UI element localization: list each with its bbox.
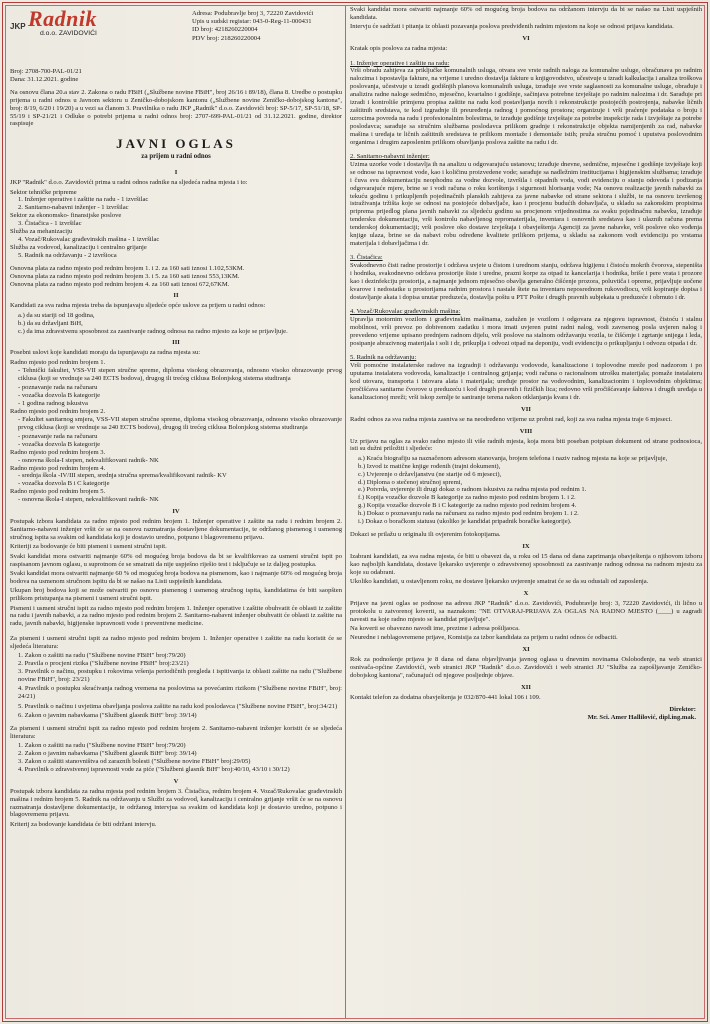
paragraph: Kontakt telefon za dodatna obavještenja je 032/870-441 lokal 106 i 109. (350, 693, 541, 701)
right-column (350, 6, 702, 1018)
section-9-heading: IX (522, 542, 530, 550)
job-3-description: Svakodnevno čisti radne prostorije i održava uvjete u čistom i urednom stanju, održava higijenu i čistoću mokrih čvorova, stepeništa i hodnika, svakodnevno održava prostorije šiste i uredne, prazni korpe za otpad iz kancelarija i hodnika, briše i pere vrata i prozore kao i dezinfekciju prostorija, a najmanje jednom mjesečno obavlja generalno čišćenje prozora, poluvtiča i opreme, prijavljuje uočene kvarove i nedostatke u prostorijama radnim prostora i nastale štete na inventaru neposrednom rukovodiocu, vrši kopiranje dopisa i dostavljanje akata i dopisa unutar preduzeća, dostavlja poštu u PTT Pošte i drugih pravnih subjekata u preduzeće i obrnuto i dr. (350, 262, 702, 301)
document-meta (10, 68, 342, 84)
radnik-logo: Radnik (28, 6, 98, 31)
literature-1-intro: Za pismeni i usmeni stručni ispit za radno mjesto pod rednim brojem 1. Inženjer operative i zaštite na radu koristit će se sljedeća literatura: (10, 634, 342, 650)
paragraph: Neuredne i neblagovremene prijave, Komisija za izbor kandidata za prijem u radni odnos će odbaciti. (350, 634, 618, 642)
list-item: Radno mjesto pod rednim brojem 1. (10, 358, 106, 366)
section-2-intro: Kandidati za sva radna mjesta treba da ispunjavaju sljedeće opće uslove za prijem u radni odnos: (10, 302, 266, 310)
paragraph: Rok za podnošenje prijava je 8 dana od dana objavljivanja javnog oglasa u dnevnim novinama Oslobođenje, na web stranici osnivača-općine Zavidovići, web stranici JKP "Radnik" d.o.o. Zavidovići i web stranici JU "Služba za zapošljavanje Zeničko-dobojskog kantona", računajući od njegove posljednje objave. (350, 656, 702, 680)
list-item: Radno mjesto pod rednim brojem 2. (10, 407, 106, 415)
section-3-intro: Posebni uslovi koje kandidati moraju da ispunjavaju za radna mjesta su: (10, 349, 201, 357)
section-11-heading: XI (522, 646, 530, 654)
paragraph: Postupak izbora kandidata za radno mjesto pod rednim brojem 1. Inženjer operative i zaštite na radu i rednim brojem 2. Sanitarno-nabavni inženjer vršit će se na osnovu razmatranja dostavljene dokumentacije, te održanog pismenog i usmenog stručnog ispita sa svakim od kandidata koji je dostavio uredno, potpuno i blagovremenu prijavu. (10, 518, 342, 541)
section-5-heading: V (173, 777, 179, 785)
list-item: Osnovna plata za radno mjesto pod rednim brojem 1. i 2. za 160 sati iznosi 1.102,53KM. (10, 264, 245, 272)
list-item: - osnovna škola-I stepen, nekvalifikovani radnik- NK (18, 496, 159, 504)
paragraph: Kriteriji za bodovanje će biti pismeni i usmeni stručni ispit. (10, 543, 167, 551)
list-item: a.) Kraću biografiju sa naznačenom adresom stanovanja, brojem telefona i naziv radnog mjesta na koje se prijavljuje, (358, 454, 668, 462)
section-8-intro: Uz prijavu na oglas za svako radno mjesto ili više radnih mjesta, koja mora biti poseban potpisan dokument od strane podnosioca, isti su dužni priložiti i sljedeće: (350, 437, 702, 453)
list-item: b.) Izvod iz matične knjige rođenih (trajni dokument), (358, 462, 501, 470)
letterhead (10, 6, 342, 66)
paragraph: Ukoliko kandidati, u ostavljenom roku, ne dostave ljekarsko uvjerenje smatrat će se da su odustali od zaposlenja. (350, 578, 649, 585)
list-item: i.) Dokaz o boračkom statusu (ukoliko je kandidat pripadnik boračke kategorije). (358, 518, 572, 526)
signature-title: Direktor: (669, 705, 696, 713)
list-item: Radno mjesto pod rednim brojem 5. (10, 488, 106, 496)
salary-list (10, 265, 342, 289)
job-1-description: Vrši obradu zahtjeva za priključke komunalnih usluga, otvara sve vrste radnih naloga za komunalne usluge, obračunava po radnim nalozima i ispostavlja fakture, na vrijeme i uredno dostavlja fakture u knjigovodstvo, učestvuje u izradi kalkulacija i analiza troškova poslovanja, učestvuje u izradi godišnjih planova komunalnih usluga, izrađuje sve vrste saglasnosti za komunalne usluge, obrađuje i analizira radne naloge sedmično, mjesečno, kvartalno i godišnje, sačinjava potrebne izvještaje po radnim nalozima i dr. Sarađuje pri izradi i kontroliše primjenu propisa zaštite na radu kod postavljanja novih i rekonstrukcije postojećih postrojenja, nabavke ličnih zaštitnih sredstava, te kod izgradnje ili preuređenja radnog i pomoćnog prostora; organizuje i vrši praćenje podataka o broju i uzrocima povreda na radu i profesionalnim bolestima, te izrađuje godišnje izvještaje za potrebe inspekcije rada i izvještaje za potrebe poslodavca; sarađuje sa stručnim službama poslodavca prilikom gradnje i rekonstrukcije objekta namijenjenih za rad, nabavke mašina i uređaja te ličnih zaštitnih sredstava te prilikom montaže i demontaže istih; pruža stručnu pomoć i uputstva poslovodnim organima i drugim zaposlenim prilikom obavljanja poslova zaštite na radu i dr. (350, 67, 702, 146)
list-item: c.) Uvjerenje o državljanstvu (ne starije od 6 mjeseci), (358, 470, 502, 478)
registry-info (192, 10, 342, 43)
list-item: - vozačka dozvola B i C kategorije (18, 480, 110, 488)
paragraph: Svaki kandidat mora ostvariti najmanje 60% od mogućeg broja bodova da bi se kvalifikovao za usmeni stručni ispit po raspisanom javnom oglasu, u suprotnom će se smatrati da nije uspješno riješio test i isključuje se iz daljeg postupka. (10, 552, 342, 568)
list-item: Sektor za ekonomsko- finansijske poslove (10, 212, 122, 220)
paragraph: Svaki kandidat mora ostvariti najmanje 60 % od mogućeg broja bodova na pismenom, kao i najmanje 60% od mogućeg broja bodova na usmenom stručnom ispitu da bi se našao na Listi uspješnih kandidata. (10, 569, 342, 585)
paragraph: Ukupan broj bodova koji se može ostvariti po osnovu pismenog i usmenog stručnog ispita, kandidatima će biti saopšten prilikom pristupanja na pismeni i usmeni stručni ispit. (10, 587, 342, 603)
paragraph: Izabrani kandidati, za sva radna mjesta, će biti u obavezi da, u roku od 15 dana od dana zaprimanja obavještenja o njihovom izboru kao najboljih kandidata, dostave ljekarsko uvjerenje o zdravstvenoj sposobnosti za zasnivanje radnog odnosa na radnom mjestu za koje su odabrani. (350, 552, 702, 576)
list-item: Služba za vodovod, kanalizaciju i centralno grijanje (10, 243, 147, 251)
list-item: Radno mjesto pod rednim brojem 3. (10, 448, 106, 456)
left-column (10, 6, 342, 1018)
list-item: Radno mjesto pod rednim brojem 4. (10, 464, 106, 472)
list-item: - poznavanje rada na računaru (18, 432, 98, 440)
list-item: 1. Zakon o zaštiti na radu ("Službene novine FBiH" broj:79/20) (18, 742, 186, 750)
list-item: 3. Zakon o zaštiti stanovništva od zaraznih bolesti ("Službene novine FBiH" broj:29/05) (18, 757, 251, 765)
job-2-description: Uzima uzorke vode i dostavlja ih na analizu u odgovarajuću ustanovu; izrađuje dnevne, sedmične, mjesečne i godišnje izvještaje koji se odnose na ispravnost vode, kao i količinu proizvedene vode; sarađuje sa nadležnim institucijama i higijenskim službama; izrađuje i čuva svu dokumentaciju neophodnu za vodne dozvole, izvršila i otpadnih voda, vodi evidenciju o stanju odovoda i podizanja odgovarajuće mjere, brine se i vodi računa o roku korištenja i sigurnosti hlorisanja vode; Na osnovu realizacije javnih nabavki za tekuću godinu i prikupljenih pojedinačnih planskih zahtjeva za javne nabavke od strane sektora i službi, te na osnovu izvršenog istraživanja tržišta koje se odnosi na postojeće dobavljače, kao i procjenu budućih dobavljača, u skladu sa zakonskim propisima priprema prijedlog plana javnih nabavki za sljedeću godinu sa procjenom vrijednostima za svaku pojedinačnu nabavku, izrađuje tendersku dokumentaciju, vrši kontrolu nabavljenog repromaterijala, inventara i osnovnih sredstava kao i ulaznih računa prema tenderskoj dokumentaciji; vrši poslove oko dostave izvještaja i obavještenja Agenciji za javne nabavke, vrši poslove oko vođenja knjige ulaza, brine se da nabavi robu određene kvalitete prilikom prijema, u skladu sa zakonom vodi evidenciju po vrstama materijala i dobavljačima i dr. (350, 160, 702, 247)
list-item: 2. Sanitarno-nabavni inženjer - 1 izvršilac (18, 204, 129, 212)
list-item: 5. Pravilnik o načinu i uvjetima obavljanja poslova zaštite na radu kod poslodavca ("Službene novine FBiH", broj:34/21) (18, 702, 338, 710)
vat-number-line: PDV broj: 218260220004 (192, 34, 261, 42)
paragraph: Prijave na javni oglas se podnose na adresu JKP "Radnik" d.o.o. Zavidovići, Podubravlje broj: 3, 72220 Zavidovići, ili lično u protokolu u zatvorenoj koverti, sa naznakom: "NE OTVARAJ-PRIJAVA ZA OGLAS NA RADNO MJESTO (____) u zagradi navesti na koje radno mjesto se kandidat prijavljuje". (350, 599, 702, 623)
list-item: - Fakultet sanitarnog smjera, VSS-VII stepen stručne spreme, diploma visokog obrazovanja, odnosno visoko obrazovanje prvog ciklusa (koji se vrednuje sa 240 ECTS bodova), drugog ili trećeg ciklusa Bolonjskog sistema studiranja (18, 415, 342, 431)
list-item: 2. Pravila o procjeni rizika ("Službene novine FBiH" broj:23/21) (18, 660, 189, 667)
section-6-intro: Kratak opis poslova za radna mjesta: (350, 45, 448, 53)
paragraph: Radni odnos za sva radna mjesta zasniva se na neodređeno vrijeme uz probni rad, koji za sva radna mjesta traje 6 mjeseci. (350, 415, 673, 423)
address-line: Adresa: Podubravlje broj 3, 72220 Zavidovići (192, 10, 314, 17)
section-3-heading: III (172, 339, 180, 347)
document-date: Dana: 31.12.2021. godine (10, 75, 79, 83)
paragraph: Pismeni i usmeni stručni ispit za radno mjesto pod rednim brojem 1. Inženjer operative i zaštite obuhvatit će oblasti iz zaštite na radu i javnih nabavki, a za radno mjesto pod rednim brojem 2. Sanitarno-nabavni inženjer obuhvatit će oblasti iz zaštite na radu, javnih nabavki, higijenske ispravnosti vode i preventivne medicine. (10, 604, 342, 628)
section-2-heading: II (173, 292, 179, 300)
section-6-heading: VI (522, 35, 530, 43)
section-7-heading: VII (521, 405, 531, 413)
list-item: Osnovna plata za radno mjesto pod rednim brojem 3. i 5. za 160 sati iznosi 553,13KM. (10, 272, 240, 280)
job-1-title: 1. Inženjer operative i zaštite na radu: (350, 59, 450, 67)
list-item: 5. Radnik na održavanju - 2 izvršioca (18, 251, 117, 259)
section-8-heading: VIII (519, 427, 533, 435)
section-1-intro: JKP "Radnik" d.o.o. Zavidovići prima u radni odnos radnike na sljedeća radna mjesta i to: (10, 179, 248, 187)
list-item: 4. Vozač/Rukovalac građevinskih mašina - 1 izvršilac (18, 236, 160, 243)
list-item: 2. Zakon o javnim nabavkama ("Službeni glasnik BiH" broj: 39/14) (18, 750, 197, 758)
list-item: 6. Zakon o javnim nabavkama ("Službeni glasnik BiH" broj: 39/14) (18, 711, 197, 719)
list-item: d.) Diploma o stečenoj stručnoj spremi, (358, 478, 463, 486)
job-2-title: 2. Sanitarno-nabavni inženjer: (350, 153, 430, 160)
paragraph: Na koverti se obavezno navodi ime, prezime i adresa pošiljaoca. (350, 625, 520, 633)
section-12-heading: XII (521, 683, 531, 691)
jkp-label: JKP (10, 22, 26, 31)
section-1-heading: I (174, 169, 178, 177)
list-item: h.) Dokaz o poznavanju rada na računaru za radno mjesto pod rednim brojem 1. i 2. (358, 510, 579, 518)
list-item: b.) da su državljani BiH, (18, 319, 83, 327)
paragraph: Postupak izbora kandidata za radna mjesta pod rednim brojem 3. Čistačica, rednim brojem 4. Vozač/Rukovalac građevinskih mašina i rednim brojem 5. Radnik na održavanju u Službi za vodovod, kanalizaciju i centralno grijanje vršit će se na osnovu razmatranja dostavljene dokumentacije, te održanog intervjua sa svakim od kandidata koji je dostavio uredno, potpuno i blagovremenu prijavu. (10, 787, 342, 819)
job-5-title: 5. Radnik na održavanju: (350, 354, 417, 362)
ad-subtitle: za prijem u radni odnos (141, 153, 211, 161)
signature-name: Mr. Sci. Amer Hallilović, dipl.ing.mak. (587, 713, 696, 721)
list-item: Osnovna plata za radno mjesto pod rednim brojem 4. za 160 sati iznosi 672,67KM. (10, 280, 230, 288)
company-suffix: d.o.o. ZAVIDOVIĆI (40, 30, 97, 37)
list-item: f.) Kopija vozačke dozvole B kategorije za radno mjesto pod rednim brojem 1. i 2. (358, 494, 576, 502)
list-item: - osnovna škola-I stepen, nekvalifikovani radnik- NK (18, 456, 159, 464)
id-number-line: ID broj: 4218260220004 (192, 26, 258, 34)
list-item: e.) Potvrda, uvjerenje ili drugi dokaz o radnom iskustvu za radna mjesta pod rednim 1. (358, 486, 587, 494)
list-item: - Tehnički fakultet, VSS-VII stepen stručne spreme, diploma visokog obrazovanja, odnosno visoko obrazovanje prvog ciklusa (koji se vrednuje sa 240 ECTS bodova), drugog ili trećeg ciklusa Bolonjskog sistema studiranja (18, 366, 342, 382)
list-item: - vozačka dozvola B kategorije (18, 391, 101, 399)
list-item: 3. Čistačica - 1 izvršilac (18, 220, 82, 228)
ad-title: JAVNI OGLAS (116, 136, 236, 152)
positions-list (10, 189, 342, 260)
list-item: - poznavanje rada na računaru (18, 384, 98, 391)
list-item: 1. Inženjer operative i zaštite na radu - 1 izvršilac (18, 196, 149, 204)
court-registry-line: Upis u sudski registar: 043-0-Reg-11-000431 (192, 18, 312, 26)
list-item: 4. Pravilnik o zdravstvenoj ispravnosti vode za piće ("Službeni glasnik BiH" broj:40/10, 43/10 i 30/12) (18, 765, 290, 773)
list-item: - vozačka dozvola B kategorije (18, 440, 101, 448)
column-divider (345, 6, 346, 1018)
list-item: Služba za mehanizaciju (10, 228, 73, 236)
list-item: 4. Pravilnik o postupku skraćivanja radnog vremena na poslovima sa povećanim rizikom ("Službene novine FBiH", broj: 24/21) (18, 685, 342, 701)
job-3-title: 3. Čistačica: (350, 254, 383, 262)
preamble: Na osnovu člana 20.a stav 2. Zakona o radu FBiH („Službene novine FBiH", broj 26/16 i 89/18), člana 8. Uredbe o postupku prijema u radni odnos u Javnom sektoru u Zeničko-dobojskom kantonu („Službene novine Zeničko-dobojskog kantona", broj: 8/19, 6/20 i 19/20) a u vezi sa članom 3. Pravilnika o radu JKP „Radnik" d.o.o. Zavidovići broj: SP-5/17, SP-51/18, SP-55/19 i SP-21/21 i Odluke o potrebi prijema u radni odnos broj: 2707-699-PAL-01/21 od 31.12.2021. godine, direktor raspisuje (10, 88, 342, 128)
list-item: a.) da su stariji od 18 godina, (18, 311, 95, 319)
job-4-title: 4. Vozač/Rukovalac građevinskih mašina: (350, 308, 461, 316)
paragraph: Svaki kandidat mora ostvariti najmanje 60% od mogućeg broja bodova na održanom intervju da bi se našao na Listi uspješnih kandidata. (350, 6, 702, 21)
list-item: Sektor tehničke pripreme (10, 188, 77, 196)
list-item: g.) Kopija vozačke dozvole B i C kategorije za radno mjesto pod rednim brojem 4. (358, 502, 577, 510)
section-4-heading: IV (172, 508, 180, 516)
list-item: 1. Zakon o zaštiti na radu ("Službene novine FBiH" broj:79/20) (18, 652, 186, 660)
paragraph: Dokazi se prilažu u originalu ili ovjerenim fotokopijama. (350, 530, 501, 538)
list-item: - 1 godina radnog iskustva (18, 399, 88, 407)
paragraph: Intervju će sadržati i pitanja iz oblasti pozavanja poslova predviđenih radnim mjestom na koje se odnosi prijava kandidata. (350, 23, 674, 31)
section-10-heading: X (523, 589, 529, 597)
paragraph: Kriterij za bodovanje kandidata će biti održani intervju. (10, 820, 157, 828)
literature-2-intro: Za pismeni i usmeni stručni ispit za radno mjesto pod rednim brojem 2. Sanitarno-nabavni inženjer koristit će se sljedeća literatura: (10, 724, 342, 740)
job-4-description: Upravlja motornim vozilom i građevinskim mašinama, zadužen je vozilom i odgovara za njegovu ispravnost, čistoću i stalnu mobilnost, vrši prevoz po dobivenom zadatku i mora imati uvjeren putni radni nalog, vodi zavrsenog posla uvjeren nalog i prevedeno vrijeme upisano prednjem radnom dijelu, vrši poslove na stalnom održavanju vozila, te čišćenje i zgrtanje snijega i leda, posipanje abrazivnog materijala i soli i dr, prikuplja i odvozi otpad na deponiju, vodi evidenciju o prikupljanju i odvozu otpada i dr. (350, 316, 702, 347)
document-number: Broj: 2708-700-PAL-01/21 (10, 68, 82, 75)
job-5-description: Vrši pomoćne instalaterske radove na izgradnji i održavanju vodovode, kanalizacione i toplovodne mreže pod nadzorom i po uputama instalatera vodovoda, kanalizacije i centralnog grijanja; vodi računa o racionalnom utrošku materijala; pomaže instalateru kod utovara, transporta i istovara alata i materijala; uređuje prostor na vodovodnim, kanalizacionim i toplovodnim objektima; pročišćava sanitarne čvorove u preduzeću i kod drugih pravnih i fizičkih lica; redovno vrši pročišćavanje šahtova i drugih uređaja u kanalizacionoj mreži; vrši iskop zemlje te saniranje terena nakon otklanjanja kvara i dr. (350, 362, 702, 401)
list-item: - srednja škola -IV/III stepen, srednja stručna sprema/kvalifikovani radnik- KV (18, 472, 227, 480)
list-item: 3. Pravilnik o načinu, postupku i rokovima vršenja periodičnih pregleda i ispitivanja iz oblasti zaštite na radu ("Službene novine FBiH", broj: 23/21) (18, 667, 342, 683)
list-item: c.) da ima zdravstvenu sposobnost za zasnivanje radnog odnosa na radno mjesto za koje se prijavljuje. (18, 327, 288, 335)
